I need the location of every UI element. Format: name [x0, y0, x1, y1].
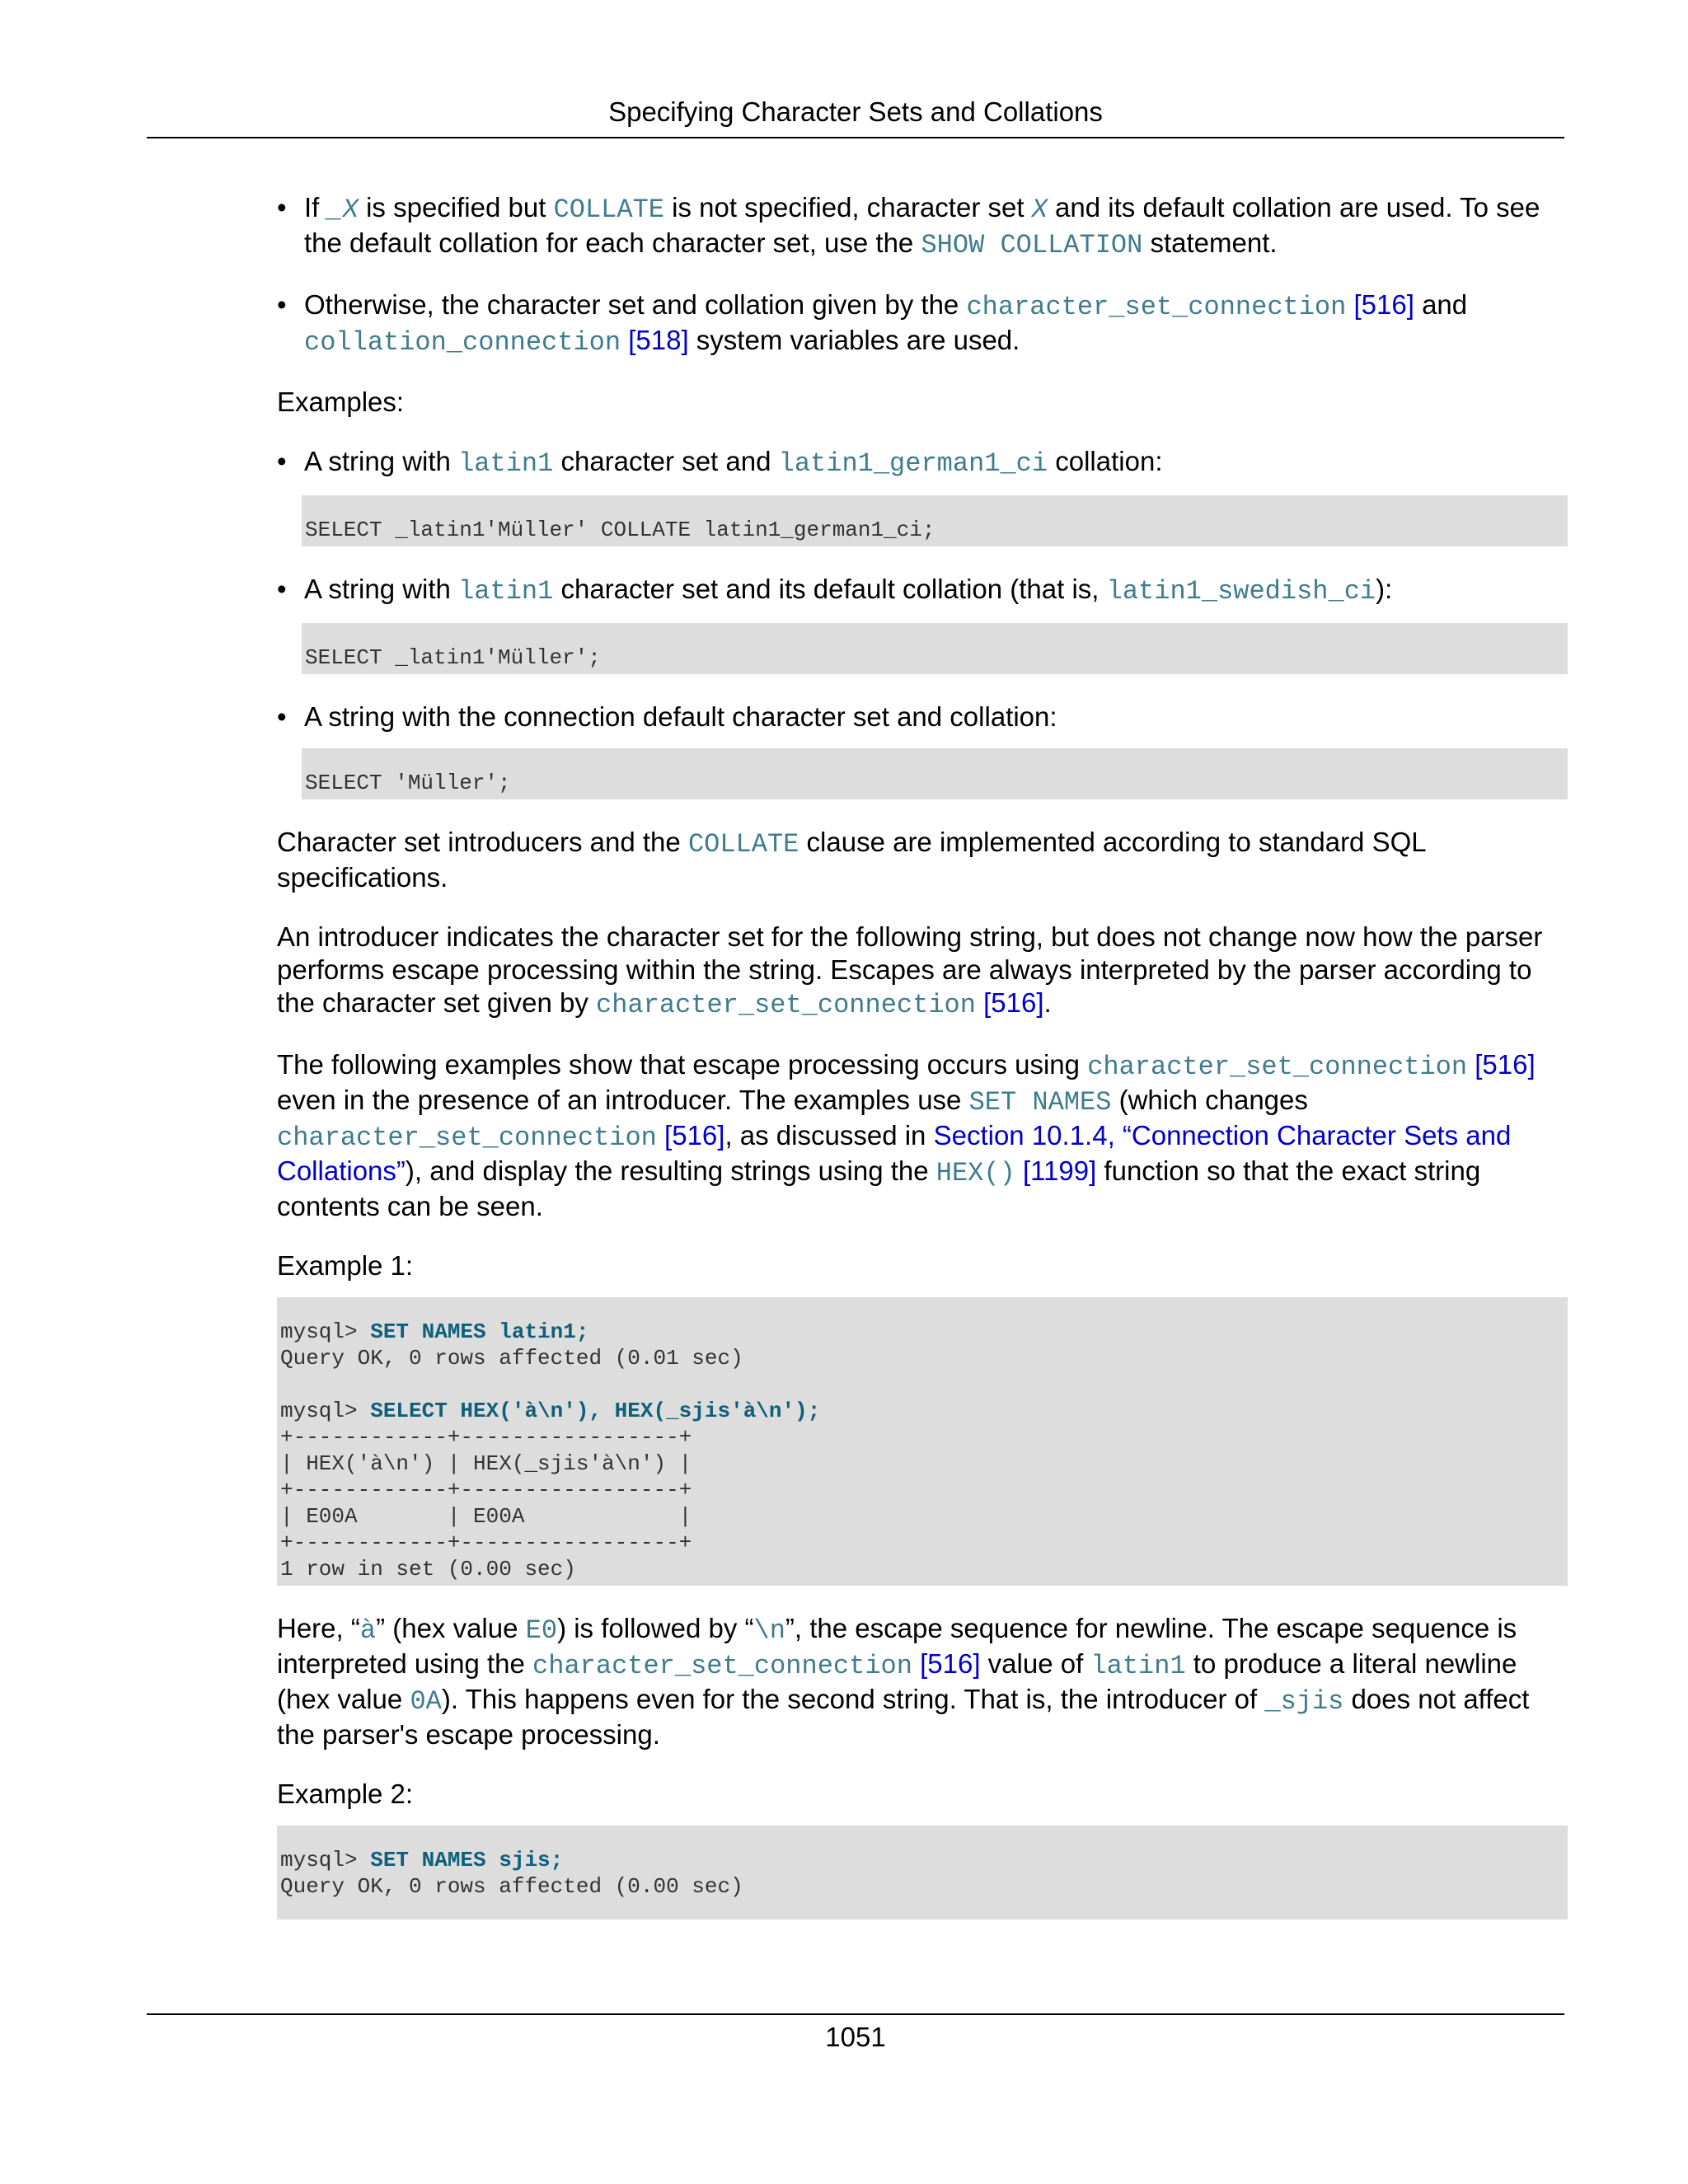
inline-code: SET NAMES [968, 1087, 1112, 1118]
inline-code: character_set_connection [277, 1122, 657, 1153]
inline-code: character_set_connection [596, 990, 976, 1020]
document-body [277, 191, 1568, 1946]
inline-code: _X [326, 194, 359, 225]
page-ref-link[interactable]: [516] [1467, 1049, 1536, 1080]
inline-code: latin1_german1_ci [778, 448, 1048, 479]
bullet-item: • If _X is specified but COLLATE is not specified, character set X and its default collation are used. To see the default collation for each character set, use the SHOW COLLATION statement. [277, 191, 1568, 262]
bullet-item: • A string with latin1 character set and latin1_german1_ci collation: [277, 445, 1568, 480]
page-header [147, 96, 1564, 138]
paragraph: Character set introducers and the COLLATE clause are implemented according to standard SQL specifications. [277, 827, 1426, 893]
inline-code: COLLATE [553, 194, 664, 225]
inline-code: 0A [410, 1686, 442, 1717]
inline-code: X [1031, 194, 1048, 225]
page-ref-link[interactable]: [1199] [1015, 1155, 1097, 1186]
inline-code: à [359, 1615, 377, 1646]
inline-code: \n [753, 1615, 785, 1646]
inline-code: _sjis [1264, 1686, 1344, 1717]
example-label: Example 1: [277, 1250, 414, 1281]
inline-code: E0 [525, 1615, 558, 1646]
footer-rule [147, 2013, 1564, 2015]
page-ref-link[interactable]: [516] [975, 987, 1044, 1018]
page-ref-link[interactable]: [518] [621, 325, 689, 355]
bullet-item: • A string with latin1 character set and its default collation (that is, latin1_swedish_ci): [277, 573, 1568, 608]
inline-code: character_set_connection [1087, 1052, 1468, 1082]
inline-code: latin1_swedish_ci [1106, 576, 1376, 607]
inline-code: character_set_connection [966, 292, 1347, 322]
paragraph: Here, “à” (hex value E0) is followed by “\n”, the escape sequence for newline. The escape sequence is interpreted using the character_set_connection [516] value of latin1 to produce a literal newline (hex value 0A). This happens even for the second string. That is, the introducer of _sjis does not affect the parser's escape processing. [277, 1613, 1530, 1750]
examples-label: Examples: [277, 387, 405, 417]
page-ref-link[interactable]: [516] [912, 1648, 981, 1679]
code-block: mysql> SET NAMES sjis; Query OK, 0 rows affected (0.00 sec) [277, 1825, 1568, 1919]
example-label: Example 2: [277, 1779, 414, 1809]
inline-code: latin1 [1090, 1651, 1186, 1681]
bullet-item: • Otherwise, the character set and collation given by the character_set_connection [516] and collation_connection [518] system variables are used. [277, 288, 1568, 359]
inline-code: HEX() [935, 1158, 1015, 1188]
page-ref-link[interactable]: [516] [1346, 289, 1414, 320]
inline-code: latin1 [458, 576, 554, 607]
inline-code: SHOW COLLATION [921, 230, 1143, 260]
bullet-item: • A string with the connection default character set and collation: [277, 701, 1568, 733]
code-block: SELECT _latin1'Müller'; [302, 623, 1568, 674]
inline-code: character_set_connection [532, 1651, 912, 1681]
paragraph: The following examples show that escape processing occurs using character_set_connection [516] even in the presence of an introducer. The examples use SET NAMES (which changes character_set_connection [516], as discussed in Section 10.1.4, “Connection Character Sets and Collations”), and display the resulting strings using the HEX() [1199] function so that the exact string contents can be seen. [277, 1049, 1536, 1221]
inline-code: collation_connection [304, 327, 621, 358]
page-number: 1051 [825, 2022, 886, 2052]
code-block: mysql> SET NAMES latin1; Query OK, 0 rows affected (0.01 sec) mysql> SELECT HEX('à\n'), HEX(_sjis'à\n'); +------------+-----------------+ | HEX('à\n') | HEX(_sjis'à\n') | +------------+-----------------+ | E00A | E00A | +------------+-----------------+ 1 row in set (0.00 sec) [277, 1297, 1568, 1586]
page-ref-link[interactable]: [516] [656, 1120, 725, 1151]
inline-code: COLLATE [687, 829, 799, 860]
page-header-title: Specifying Character Sets and Collations [608, 96, 1103, 127]
code-block: SELECT _latin1'Müller' COLLATE latin1_german1_ci; [302, 495, 1568, 546]
code-block: SELECT 'Müller'; [302, 748, 1568, 799]
inline-code: latin1 [458, 448, 554, 479]
paragraph: An introducer indicates the character set for the following string, but does not change now how the parser performs escape processing within the string. Escapes are always interpreted by the parser according to the character set given by character_set_connection [516]. [277, 921, 1543, 1020]
section-link[interactable]: Section 10.1.4, “Connection Character Sets and Collations” [277, 1120, 1512, 1186]
